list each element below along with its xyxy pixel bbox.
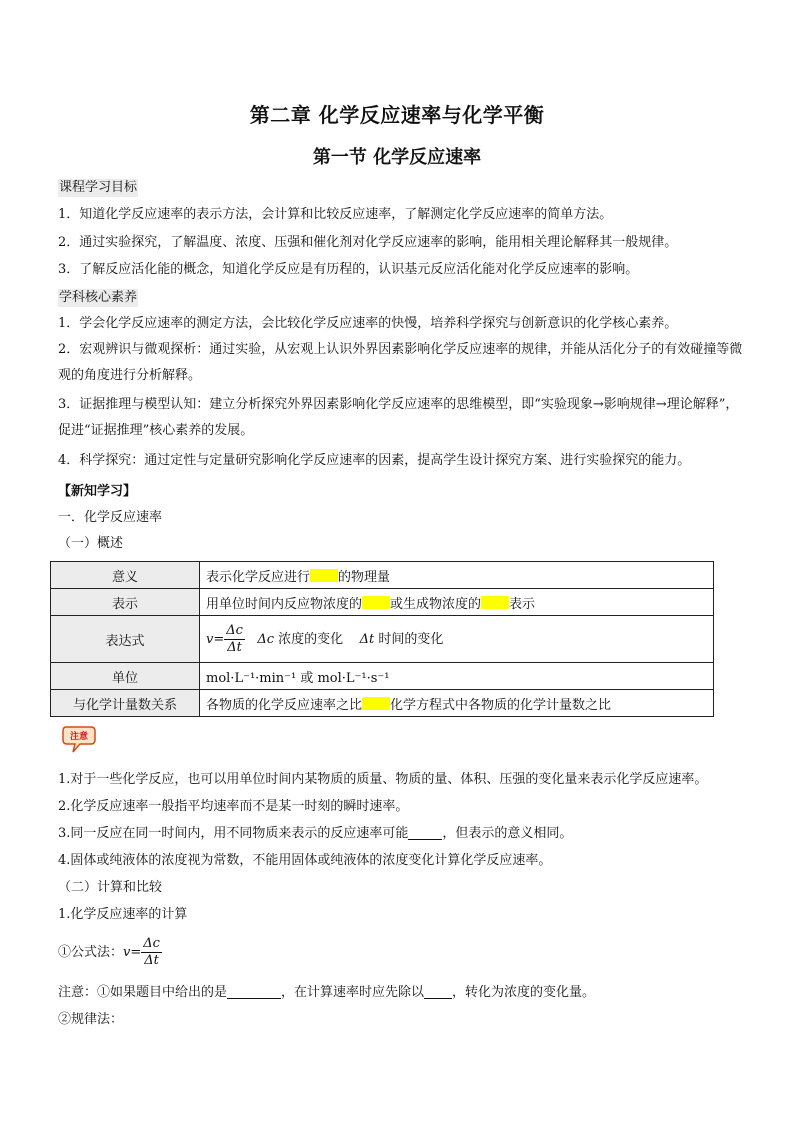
objective-item-1: 1．知道化学反应速率的表示方法，会计算和比较反应速率，了解测定化学反应速率的简单方法。 [58, 207, 613, 222]
table-row [51, 663, 714, 690]
table-row [51, 690, 714, 717]
table-value [200, 616, 714, 663]
fraction-denominator: Δt [227, 639, 242, 655]
note-3-text-pre: 3.同一反应在同一时间内，用不同物质来表示的反应速率可能 [58, 826, 409, 841]
row2-text-mid: 或生成物浓度的 [390, 596, 482, 612]
table-key: 表达式 [51, 616, 200, 663]
note-item-2: 2.化学反应速率一般指平均速率而不是某一时刻的瞬时速率。 [58, 799, 409, 814]
fraction [141, 936, 162, 969]
highlight-blank [362, 596, 390, 609]
note-item-4: 4.固体或纯液体的浓度视为常数，不能用固体或纯液体的浓度变化计算化学反应速率。 [58, 853, 552, 868]
row1-text-post: 的物理量 [338, 569, 391, 585]
highlight-blank [481, 596, 509, 609]
delta-t-symbol: Δt [359, 631, 375, 647]
fraction-numerator: Δc [143, 936, 160, 951]
note-3-text-post: ，但表示的意义相同。 [442, 826, 573, 841]
delta-c-symbol: Δc [257, 631, 274, 647]
delta-c-text: 浓度的变化 [274, 631, 344, 647]
row1-text-pre: 表示化学反应进行 [206, 569, 311, 585]
table-value: mol·L⁻¹·min⁻¹ 或 mol·L⁻¹·s⁻¹ [200, 663, 714, 690]
attention-line [58, 983, 748, 1003]
velocity-symbol: v= [206, 631, 225, 647]
highlight-blank [310, 569, 338, 582]
fill-blank [227, 984, 281, 999]
fraction [224, 623, 245, 656]
table-key: 与化学计量数关系 [51, 690, 200, 717]
table-key: 表示 [51, 589, 200, 616]
core-item-2: 2．宏观辨识与微观探析：通过实验，从宏观上认识外界因素影响化学反应速率的规律，并能从活化分子的有效碰撞等微观的角度进行分析解释。 [58, 342, 743, 383]
core-item-3: 3．证据推理与模型认知：建立分析探究外界因素影响化学反应速率的思维模型，即“实验现象→影响规律→理论解释”，促进“证据推理”核心素养的发展。 [58, 397, 739, 438]
table-value [200, 690, 714, 717]
table-row [51, 589, 714, 616]
row5-text-pre: 各物质的化学反应速率之比 [206, 697, 363, 713]
attention-text-mid: ，在计算速率时应先除以 [281, 985, 425, 1000]
row2-text-post: 表示 [509, 596, 536, 612]
table-value [200, 589, 714, 616]
attention-text-post: ，转化为浓度的变化量。 [452, 985, 596, 1000]
note-item-3 [58, 824, 748, 844]
highlight-blank [362, 697, 390, 710]
note-item-1: 1.对于一些化学反应，也可以用单位时间内某物质的质量、物质的量、体积、压强的变化量来表示化学反应速率。 [58, 772, 708, 787]
table-value [200, 562, 714, 589]
fraction-denominator: Δt [144, 953, 159, 968]
fill-blank [408, 825, 442, 840]
row2-text-pre: 用单位时间内反应物浓度的 [206, 596, 363, 612]
formula-label: ①公式法： [58, 945, 124, 960]
table-key: 单位 [51, 663, 200, 690]
calc-title: 1.化学反应速率的计算 [58, 907, 188, 922]
objectives-heading: 课程学习目标 [59, 180, 138, 195]
delta-t-text: 时间的变化 [374, 631, 444, 647]
part1-sub2-heading: （二）计算和比较 [58, 880, 163, 895]
part1-sub1-heading: （一）概述 [58, 536, 124, 551]
table-row [51, 562, 714, 589]
summary-table [50, 561, 714, 717]
core-heading: 学科核心素养 [59, 290, 138, 305]
velocity-symbol: v= [123, 945, 142, 960]
attention-text-pre: 注意：①如果题目中给出的是 [58, 985, 228, 1000]
fill-blank [424, 984, 452, 999]
formula-line [58, 936, 748, 969]
row5-text-post: 化学方程式中各物质的化学计量数之比 [390, 697, 612, 713]
attention-note-icon [62, 724, 96, 754]
table-key: 意义 [51, 562, 200, 589]
part1-heading: 一．化学反应速率 [58, 510, 163, 525]
note-icon-label: 注意 [69, 732, 89, 742]
core-item-1: 1．学会化学反应速率的测定方法，会比较化学反应速率的快慢，培养科学探究与创新意识的化学核心素养。 [58, 316, 678, 331]
section-title: 第一节 化学反应速率 [312, 147, 482, 168]
core-item-4: 4．科学探究：通过定性与定量研究影响化学反应速率的因素，提高学生设计探究方案、进行实验探究的能力。 [58, 453, 691, 468]
rule-heading: ②规律法： [58, 1012, 124, 1027]
objective-item-3: 3．了解反应活化能的概念，知道化学反应是有历程的，认识基元反应活化能对化学反应速率的影响。 [58, 262, 639, 277]
objective-item-2: 2．通过实验探究，了解温度、浓度、压强和催化剂对化学反应速率的影响，能用相关理论解释其一般规律。 [58, 235, 678, 250]
chapter-title: 第二章 化学反应速率与化学平衡 [249, 103, 545, 127]
new-knowledge-tag: 【新知学习】 [58, 484, 137, 499]
table-row [51, 616, 714, 663]
fraction-numerator: Δc [226, 622, 243, 638]
